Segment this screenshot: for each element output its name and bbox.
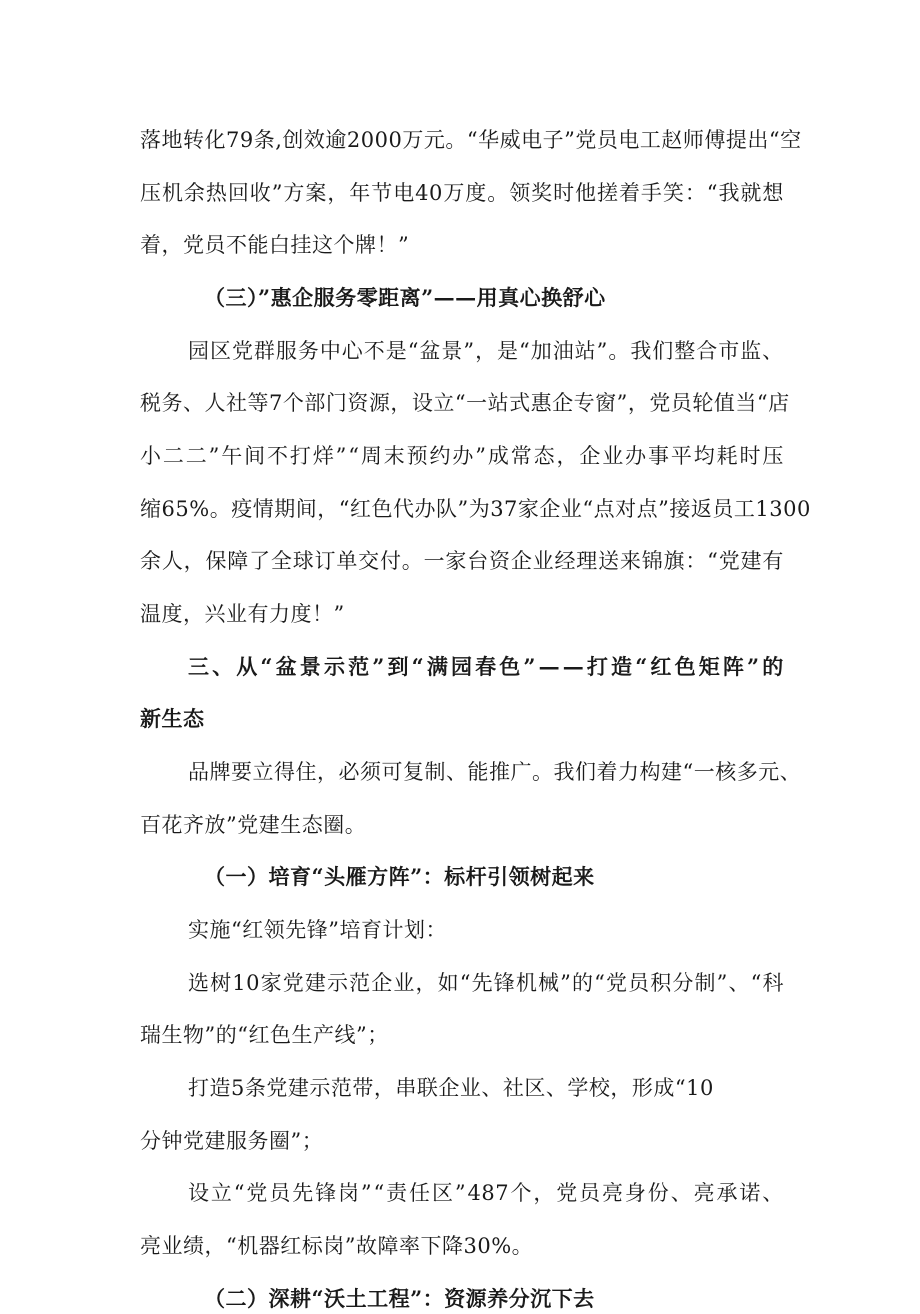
- chapter-heading: 三 、 从 “ 盆 景 示 范 ” 到 “ 满 园 春 色 ” — — 打 造 “ 红 色 矩 阵 ” 的: [188, 654, 784, 679]
- paragraph-line: 着，党员不能白挂这个牌！”: [140, 233, 410, 257]
- paragraph-line: 实施“红领先锋”培育计划：: [188, 918, 447, 942]
- paragraph-line: 瑞生物”的“红色生产线”；: [140, 1023, 389, 1047]
- paragraph-line: 税 务 、 人 社 等 7 个 部 门 资 源 ， 设 立 “ 一 站 式 惠 企 专 窗 ” ， 党 员 轮 值 当 “ 店: [140, 391, 790, 415]
- chapter-heading: 新生态: [140, 706, 205, 731]
- paragraph-line: 缩 65% 。 疫 情 期 间 ， “ 红 色 代 办 队 ” 为 37 家 企 业 “ 点 对 点 ” 接 返 员 工 1300: [140, 497, 811, 521]
- paragraph-line: 品 牌 要 立 得 住 ， 必 须 可 复 制 、 能 推 广 。 我 们 着 力 构 建 “ 一 核 多 元 、: [188, 760, 802, 784]
- paragraph-line: 小 二 二 ” 午 间 不 打 烊 ” “ 周 末 预 约 办 ” 成 常 态 ， 企 业 办 事 平 均 耗 时 压: [140, 444, 784, 468]
- paragraph-line: 余 人 ， 保 障 了 全 球 订 单 交 付 。 一 家 台 资 企 业 经 理 送 来 锦 旗 ： “ 党 建 有: [140, 549, 784, 573]
- section-heading: （二）深耕“沃土工程”：资源养分沉下去: [204, 1286, 595, 1311]
- paragraph-line: 落 地 转 化 79 条 , 创 效 逾 2000 万 元 。 “ 华 威 电 子 ” 党 员 电 工 赵 师 傅 提 出 “ 空: [140, 128, 802, 152]
- section-heading: （三）”惠企服务零距离”——用真心换舒心: [204, 285, 606, 310]
- section-heading: （一）培育“头雁方阵”：标杆引领树起来: [204, 864, 595, 889]
- paragraph-line: 设 立 “ 党 员 先 锋 岗 ” “ 责 任 区 ” 487 个 ， 党 员 亮 身 份 、 亮 承 诺 、: [188, 1181, 784, 1205]
- paragraph-line: 温度，兴业有力度！”: [140, 602, 345, 626]
- paragraph-line: 选 树 10 家 党 建 示 范 企 业 ， 如 “ 先 锋 机 械 ” 的 “ 党 员 积 分 制 ” 、 “ 科: [188, 971, 784, 995]
- paragraph-line: 园 区 党 群 服 务 中 心 不 是 “ 盆 景 ” ， 是 “ 加 油 站 ” 。 我 们 整 合 市 监 、: [188, 339, 784, 363]
- paragraph-line: 压 机 余 热 回 收 ” 方 案 ， 年 节 电 40 万 度 。 领 奖 时 他 搓 着 手 笑 ： “ 我 就 想: [140, 181, 784, 205]
- paragraph-line: 分钟党建服务圈”；: [140, 1129, 324, 1153]
- paragraph-line: 亮业绩，“机器红标岗”故障率下降30%。: [140, 1234, 534, 1258]
- paragraph-line: 百花齐放”党建生态圈。: [140, 813, 367, 837]
- paragraph-line: 打造5条党建示范带，串联企业、社区、学校，形成“10: [188, 1076, 714, 1100]
